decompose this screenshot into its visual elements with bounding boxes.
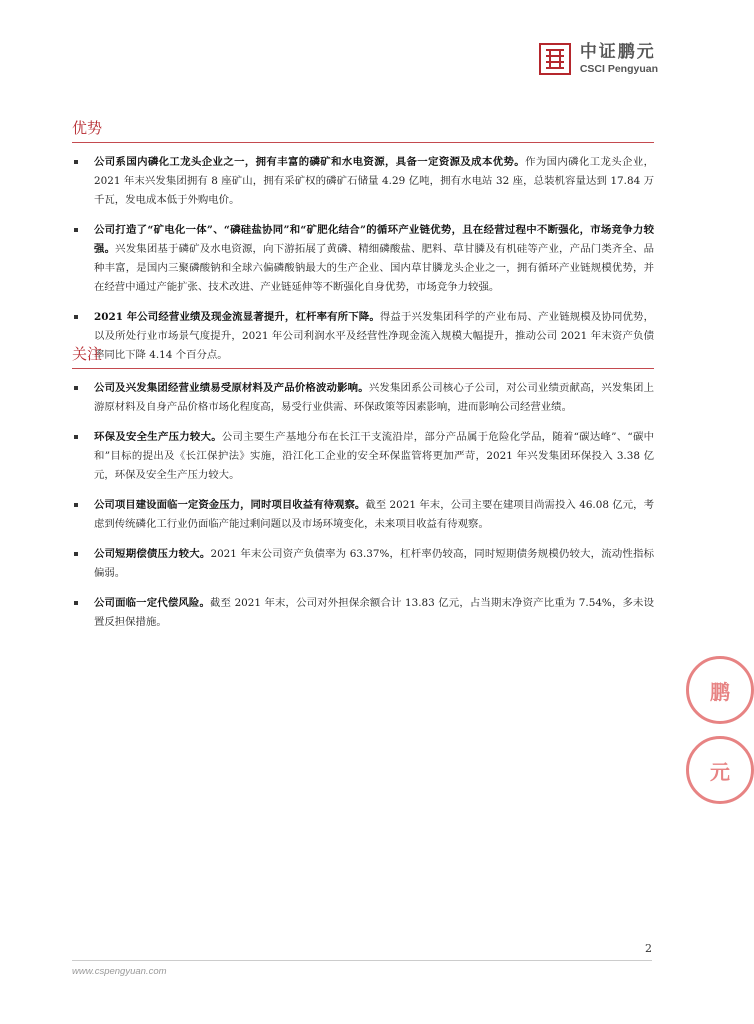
concerns-list [72,379,654,632]
list-item [72,153,654,210]
list-item [72,545,654,583]
brand-logo [538,42,658,76]
page-number: 2 [645,942,652,955]
bullet-lead: 2021 年公司经营业绩及现金流显著提升，杠杆率有所下降。 [94,311,380,323]
list-item [72,496,654,534]
seal-stamp-icon: 元 [686,736,754,804]
concerns-title: 关注 [72,344,654,369]
footer-url: www.cspengyuan.com [72,966,167,977]
list-item [72,594,654,632]
pengyuan-logo-icon [538,42,572,76]
concerns-section [72,344,654,643]
list-item [72,379,654,417]
bullet-lead: 公司短期偿债压力较大。 [94,548,211,560]
bullet-text: 截至 2021 年末，公司主要在建项目尚需投入 46.08 亿元，考虑到传统磷化工行业仍面临产能过剩问题以及市场环境变化，未来项目收益有待观察。 [94,499,655,530]
strengths-section [72,118,654,376]
seal-stamp-icon: 鹏 [686,656,754,724]
strengths-title: 优势 [72,118,654,143]
bullet-text: 截至 2021 年末，公司对外担保余额合计 13.83 亿元，占当期末净资产比重为 7.54%，多未设置反担保措施。 [94,597,654,628]
bullet-lead: 公司打造了“矿电化一体”、“磷硅盐协同”和“矿肥化结合”的循环产业链优势，且在经营过程中不断强化，市场竞争力较强。 [94,224,654,255]
brand-name-en: CSCI Pengyuan [579,62,658,75]
strengths-list [72,153,654,365]
bullet-lead: 环保及安全生产压力较大。 [94,431,222,443]
footer-divider [72,960,652,961]
bullet-text: 得益于兴发集团科学的产业布局、产业链规模及协同优势，以及所处行业市场景气度提升，2021 年公司利润水平及经营性净现金流入规模大幅提升，推动公司 2021 年末资产负债率同比下降 4.14 个百分点。 [94,311,654,361]
bullet-lead: 公司及兴发集团经营业绩易受原材料及产品价格波动影响。 [94,382,369,394]
bullet-text: 作为国内磷化工龙头企业，2021 年末兴发集团拥有 8 座矿山，拥有采矿权的磷矿石储量 4.29 亿吨，拥有水电站 32 座，总装机容量达到 17.84 万千瓦，发电成本低于外购电价。 [94,156,654,206]
bullet-text: 公司主要生产基地分布在长江干支流沿岸，部分产品属于危险化学品，随着“碳达峰”、“碳中和”目标的提出及《长江保护法》实施，沿江化工企业的安全环保监管将更加严苛，2021 年兴发集团环保投入 3.38 亿元，环保及安全生产压力较大。 [94,431,654,481]
list-item [72,221,654,297]
list-item [72,428,654,485]
bullet-text: 兴发集团系公司核心子公司，对公司业绩贡献高，兴发集团上游原材料及自身产品价格市场化程度高，易受行业供需、环保政策等因素影响，进而影响公司经营业绩。 [94,382,655,413]
brand-name-cn: 中证鹏元 [579,41,656,62]
bullet-lead: 公司项目建设面临一定资金压力，同时项目收益有待观察。 [94,499,366,511]
bullet-lead: 公司面临一定代偿风险。 [94,597,211,609]
bullet-text: 2021 年末公司资产负债率为 63.37%，杠杆率仍较高，同时短期债务规模仍较大，流动性指标偏弱。 [94,548,655,579]
bullet-lead: 公司系国内磷化工龙头企业之一，拥有丰富的磷矿和水电资源，具备一定资源及成本优势。 [94,156,526,168]
bullet-text: 兴发集团基于磷矿及水电资源，向下游拓展了黄磷、精细磷酸盐、肥料、草甘膦及有机硅等产业，产品门类齐全、品种丰富，是国内三聚磷酸钠和全球六偏磷酸钠最大的生产企业、国内草甘膦龙头企业之一，拥有循环产业链规模优势，并在经营中通过产能扩张、技术改进、产业链延伸等不断强化自身优势，市场竞争力较强。 [94,243,654,293]
